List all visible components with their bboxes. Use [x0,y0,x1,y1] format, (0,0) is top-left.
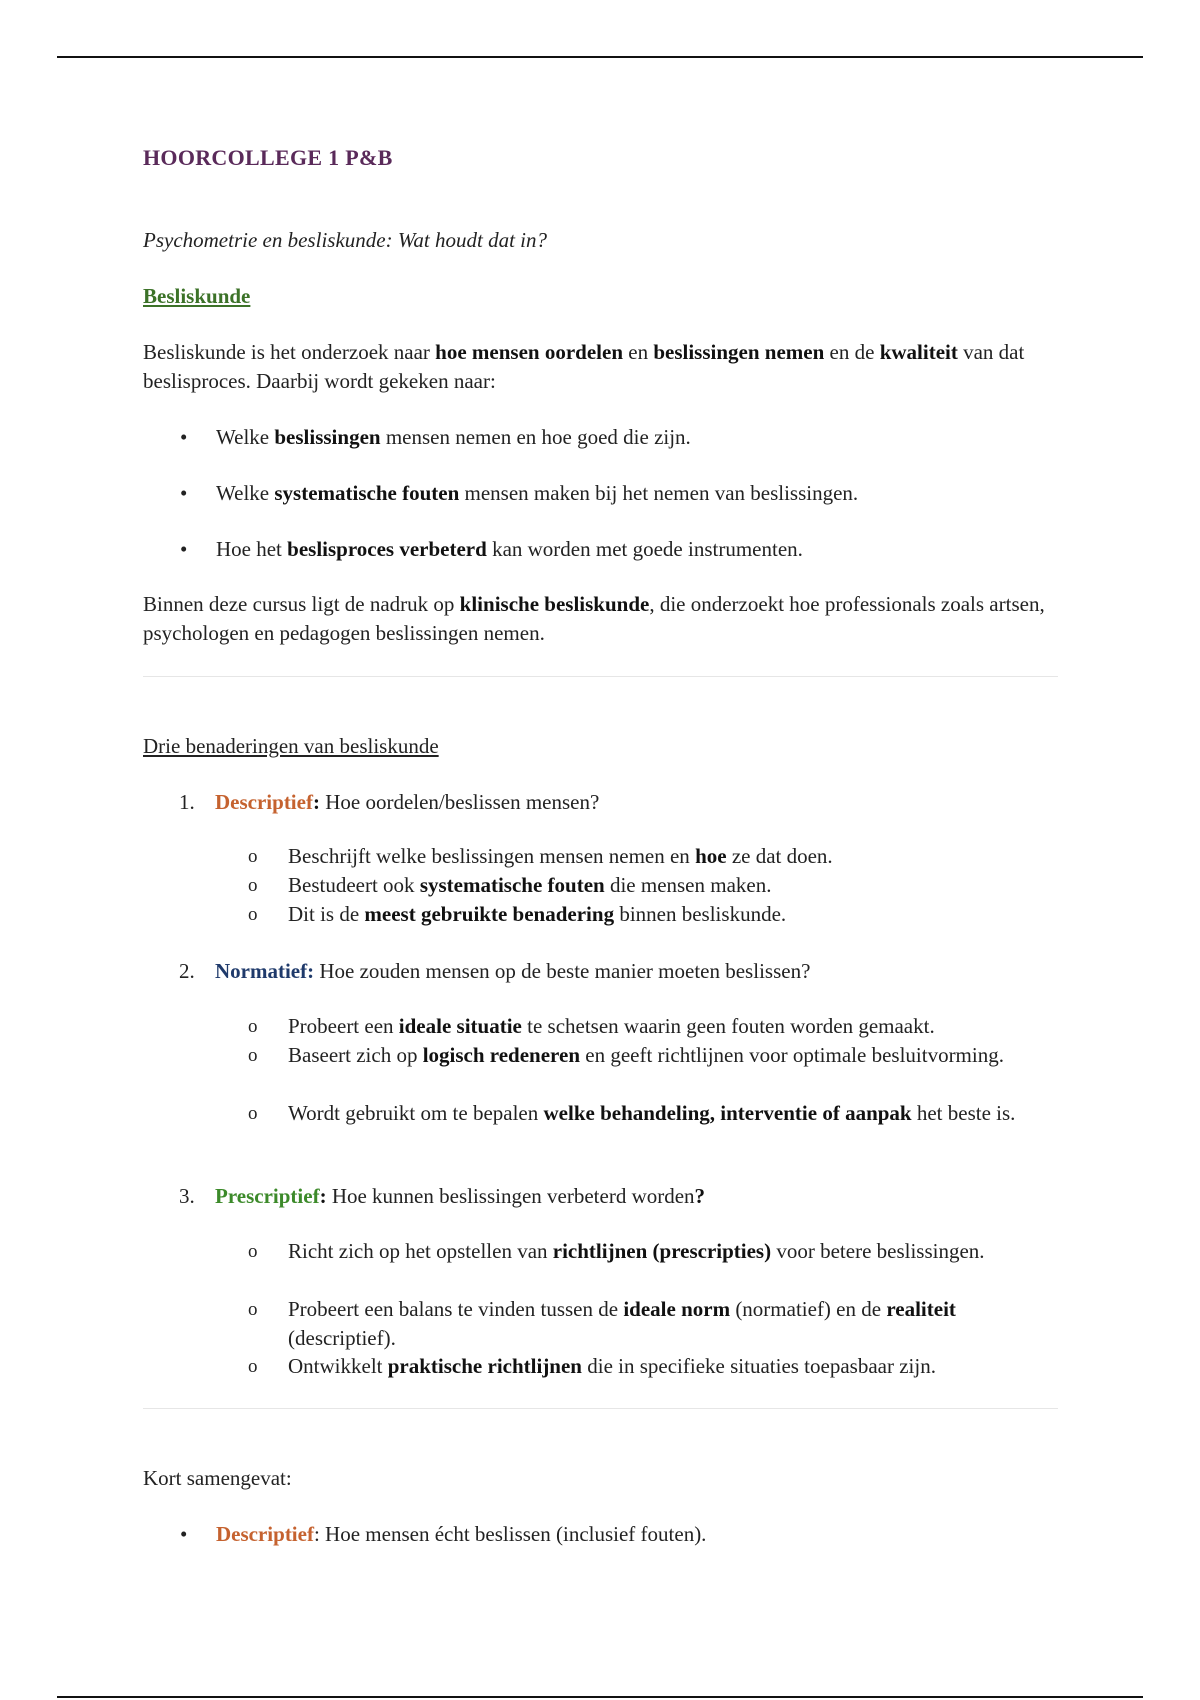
list-item: o Wordt gebruikt om te bepalen welke behandeling, interventie of aanpak het beste is. [251,1099,1031,1128]
list-item: o Probeert een balans te vinden tussen de ideale norm (normatief) en de realiteit (descriptief). [248,1297,956,1350]
list-item: o Dit is de meest gebruikte benadering binnen besliskunde. [251,900,1031,929]
bullet-icon: • [180,425,188,449]
list-item: o Ontwikkelt praktische richtlijnen die in specifieke situaties toepasbaar zijn. [251,1352,1031,1381]
bullet-icon: • [180,537,188,561]
circle-bullet-icon: o [248,1241,258,1262]
closing-paragraph: Binnen deze cursus ligt de nadruk op klinische besliskunde, die onderzoekt hoe professionals zoals artsen, psychologen en pedagogen beslissingen nemen. [143,592,1045,645]
summary-heading: Kort samengevat: [143,1466,292,1490]
section-divider [143,676,1058,677]
bullet-icon: • [180,481,188,505]
circle-bullet-icon: o [248,1103,258,1124]
circle-bullet-icon: o [248,1299,258,1320]
circle-bullet-icon: o [248,1045,258,1066]
document-subtitle: Psychometrie en besliskunde: Wat houdt dat in? [143,228,547,252]
section-heading-besliskunde: Besliskunde [143,284,251,308]
section-divider [143,1408,1058,1409]
list-item: o Probeert een ideale situatie te schetsen waarin geen fouten worden gemaakt. [251,1012,1031,1041]
intro-paragraph: Besliskunde is het onderzoek naar hoe mensen oordelen en beslissingen nemen en de kwaliteit van dat beslisproces. Daarbij wordt gekeken naar: [143,340,1025,393]
document-title: HOORCOLLEGE 1 P&B [143,145,393,170]
circle-bullet-icon: o [248,875,258,896]
section-heading-benaderingen: Drie benaderingen van besliskunde [143,734,439,758]
list-item: o Beschrijft welke beslissingen mensen nemen en hoe ze dat doen. [251,842,1031,871]
circle-bullet-icon: o [248,1356,258,1377]
circle-bullet-icon: o [248,846,258,867]
circle-bullet-icon: o [248,904,258,925]
bullet-icon: • [180,1522,188,1546]
footer-rule [57,1696,1143,1698]
circle-bullet-icon: o [248,1016,258,1037]
list-item: o Richt zich op het opstellen van richtlijnen (prescripties) voor betere beslissingen. [251,1237,1031,1266]
header-rule [57,56,1143,58]
list-item: o Baseert zich op logisch redeneren en geeft richtlijnen voor optimale besluitvorming. [251,1041,1031,1070]
list-item: o Bestudeert ook systematische fouten die mensen maken. [251,871,1031,900]
